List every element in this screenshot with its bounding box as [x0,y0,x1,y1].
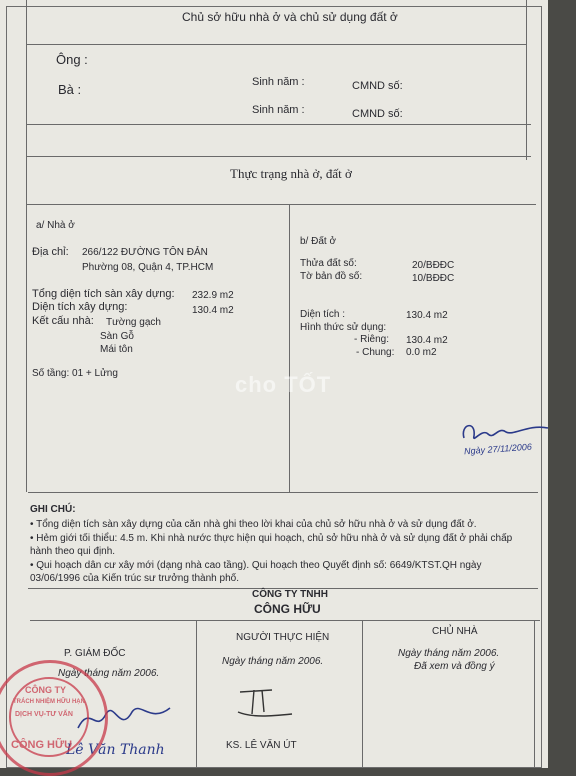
floor-area-value: 232.9 m2 [192,290,234,301]
homeowner-title: CHỦ NHÀ [432,626,478,637]
id-number-label: CMND số: [352,108,403,120]
address-label: Địa chỉ: [32,246,69,258]
seal-text: DỊCH VỤ-TƯ VẤN [15,711,73,718]
company-name: CÔNG HỮU [254,602,321,616]
note-item: • Tổng diện tích sàn xây dựng của căn nhà ghi theo lời khai của chủ sở hữu nhà ở và sử dụng đất ở. [30,519,477,530]
map-sheet-value: 10/BĐĐC [412,273,455,284]
address-line: Phường 08, Quận 4, TP.HCM [82,262,214,273]
shared-use-value: 0.0 m2 [406,347,437,358]
floor-count: Số tầng: 01 + Lửng [32,368,118,379]
director-date: Ngày tháng năm 2006. [58,668,160,679]
rule [289,204,290,492]
director-name: Lê Văn Thanh [66,742,165,758]
map-sheet-label: Tờ bản đồ số: [300,271,363,282]
parcel-value: 20/BĐĐC [412,260,455,271]
mrs-label: Bà : [58,82,82,97]
seal-text: CÔNG HỮU [11,739,73,751]
house-heading: a/ Nhà ở [36,220,75,231]
built-area-label: Diện tích xây dựng: [32,301,128,313]
seal-text: TRÁCH NHIỆM HỮU HẠN [13,699,85,705]
rule [26,124,531,125]
rule [362,620,363,768]
birth-year-label: Sinh năm : [252,76,305,88]
notes-heading: GHI CHÚ: [30,504,76,515]
structure-item: Sàn Gỗ [100,331,134,342]
mr-label: Ông : [56,52,88,67]
rule [30,620,540,621]
rule [26,204,536,205]
land-heading: b/ Đất ở [300,236,337,247]
status-title: Thực trạng nhà ở, đất ở [230,166,352,181]
rule [526,0,527,160]
land-area-value: 130.4 m2 [406,310,448,321]
rule [28,492,538,493]
performer-signature [232,682,302,722]
performer-name: KS. LÊ VĂN ÚT [226,740,297,751]
parcel-label: Thửa đất số: [300,258,357,269]
director-title: P. GIÁM ĐỐC [64,648,126,659]
floor-area-label: Tổng diện tích sàn xây dựng: [32,288,175,300]
structure-item: Mái tôn [100,344,133,355]
shared-use-label: - Chung: [356,347,395,358]
usage-label: Hình thức sử dụng: [300,322,387,333]
built-area-value: 130.4 m2 [192,305,234,316]
private-use-value: 130.4 m2 [406,335,448,346]
structure-label: Kết cấu nhà: [32,315,94,327]
company-type: CÔNG TY TNHH [252,589,328,600]
homeowner-date: Ngày tháng năm 2006. [398,648,500,659]
margin-signature [458,414,558,464]
land-area-label: Diện tích : [300,309,346,320]
note-item: • Qui hoạch dân cư xây mới (dạng nhà cao tầng). Qui hoạch theo Quyết định số: 6649/KTST.QH ngày 03/06/1996 của Kiến trúc sư trưởng thành phố. [30,560,482,584]
rule [26,0,27,492]
id-number-label: CMND số: [352,80,403,92]
private-use-label: - Riêng: [354,334,390,345]
rule [26,44,526,45]
rule [534,620,535,768]
address-line: 266/122 ĐƯỜNG TÔN ĐẢN [82,247,208,258]
watermark: cho TỐT [235,372,332,397]
homeowner-agreement: Đã xem và đồng ý [414,661,495,672]
birth-year-label: Sinh năm : [252,104,305,116]
note-item: • Hẻm giới tối thiểu: 4.5 m. Khi nhà nước thực hiện qui hoạch, chủ sở hữu nhà ở và sử dụng đất ở phải chấp hành theo qui định. [30,533,513,557]
rule [26,156,531,157]
structure-item: Tường gạch [106,317,161,328]
rule [196,620,197,768]
owner-section-title: Chủ sở hữu nhà ở và chủ sử dụng đất ở [182,10,398,24]
margin-date: Ngày 27/11/2006 [463,441,533,457]
seal-text: CÔNG TY [25,685,67,695]
performer-title: NGƯỜI THỰC HIỆN [236,632,330,643]
performer-date: Ngày tháng năm 2006. [222,656,324,667]
